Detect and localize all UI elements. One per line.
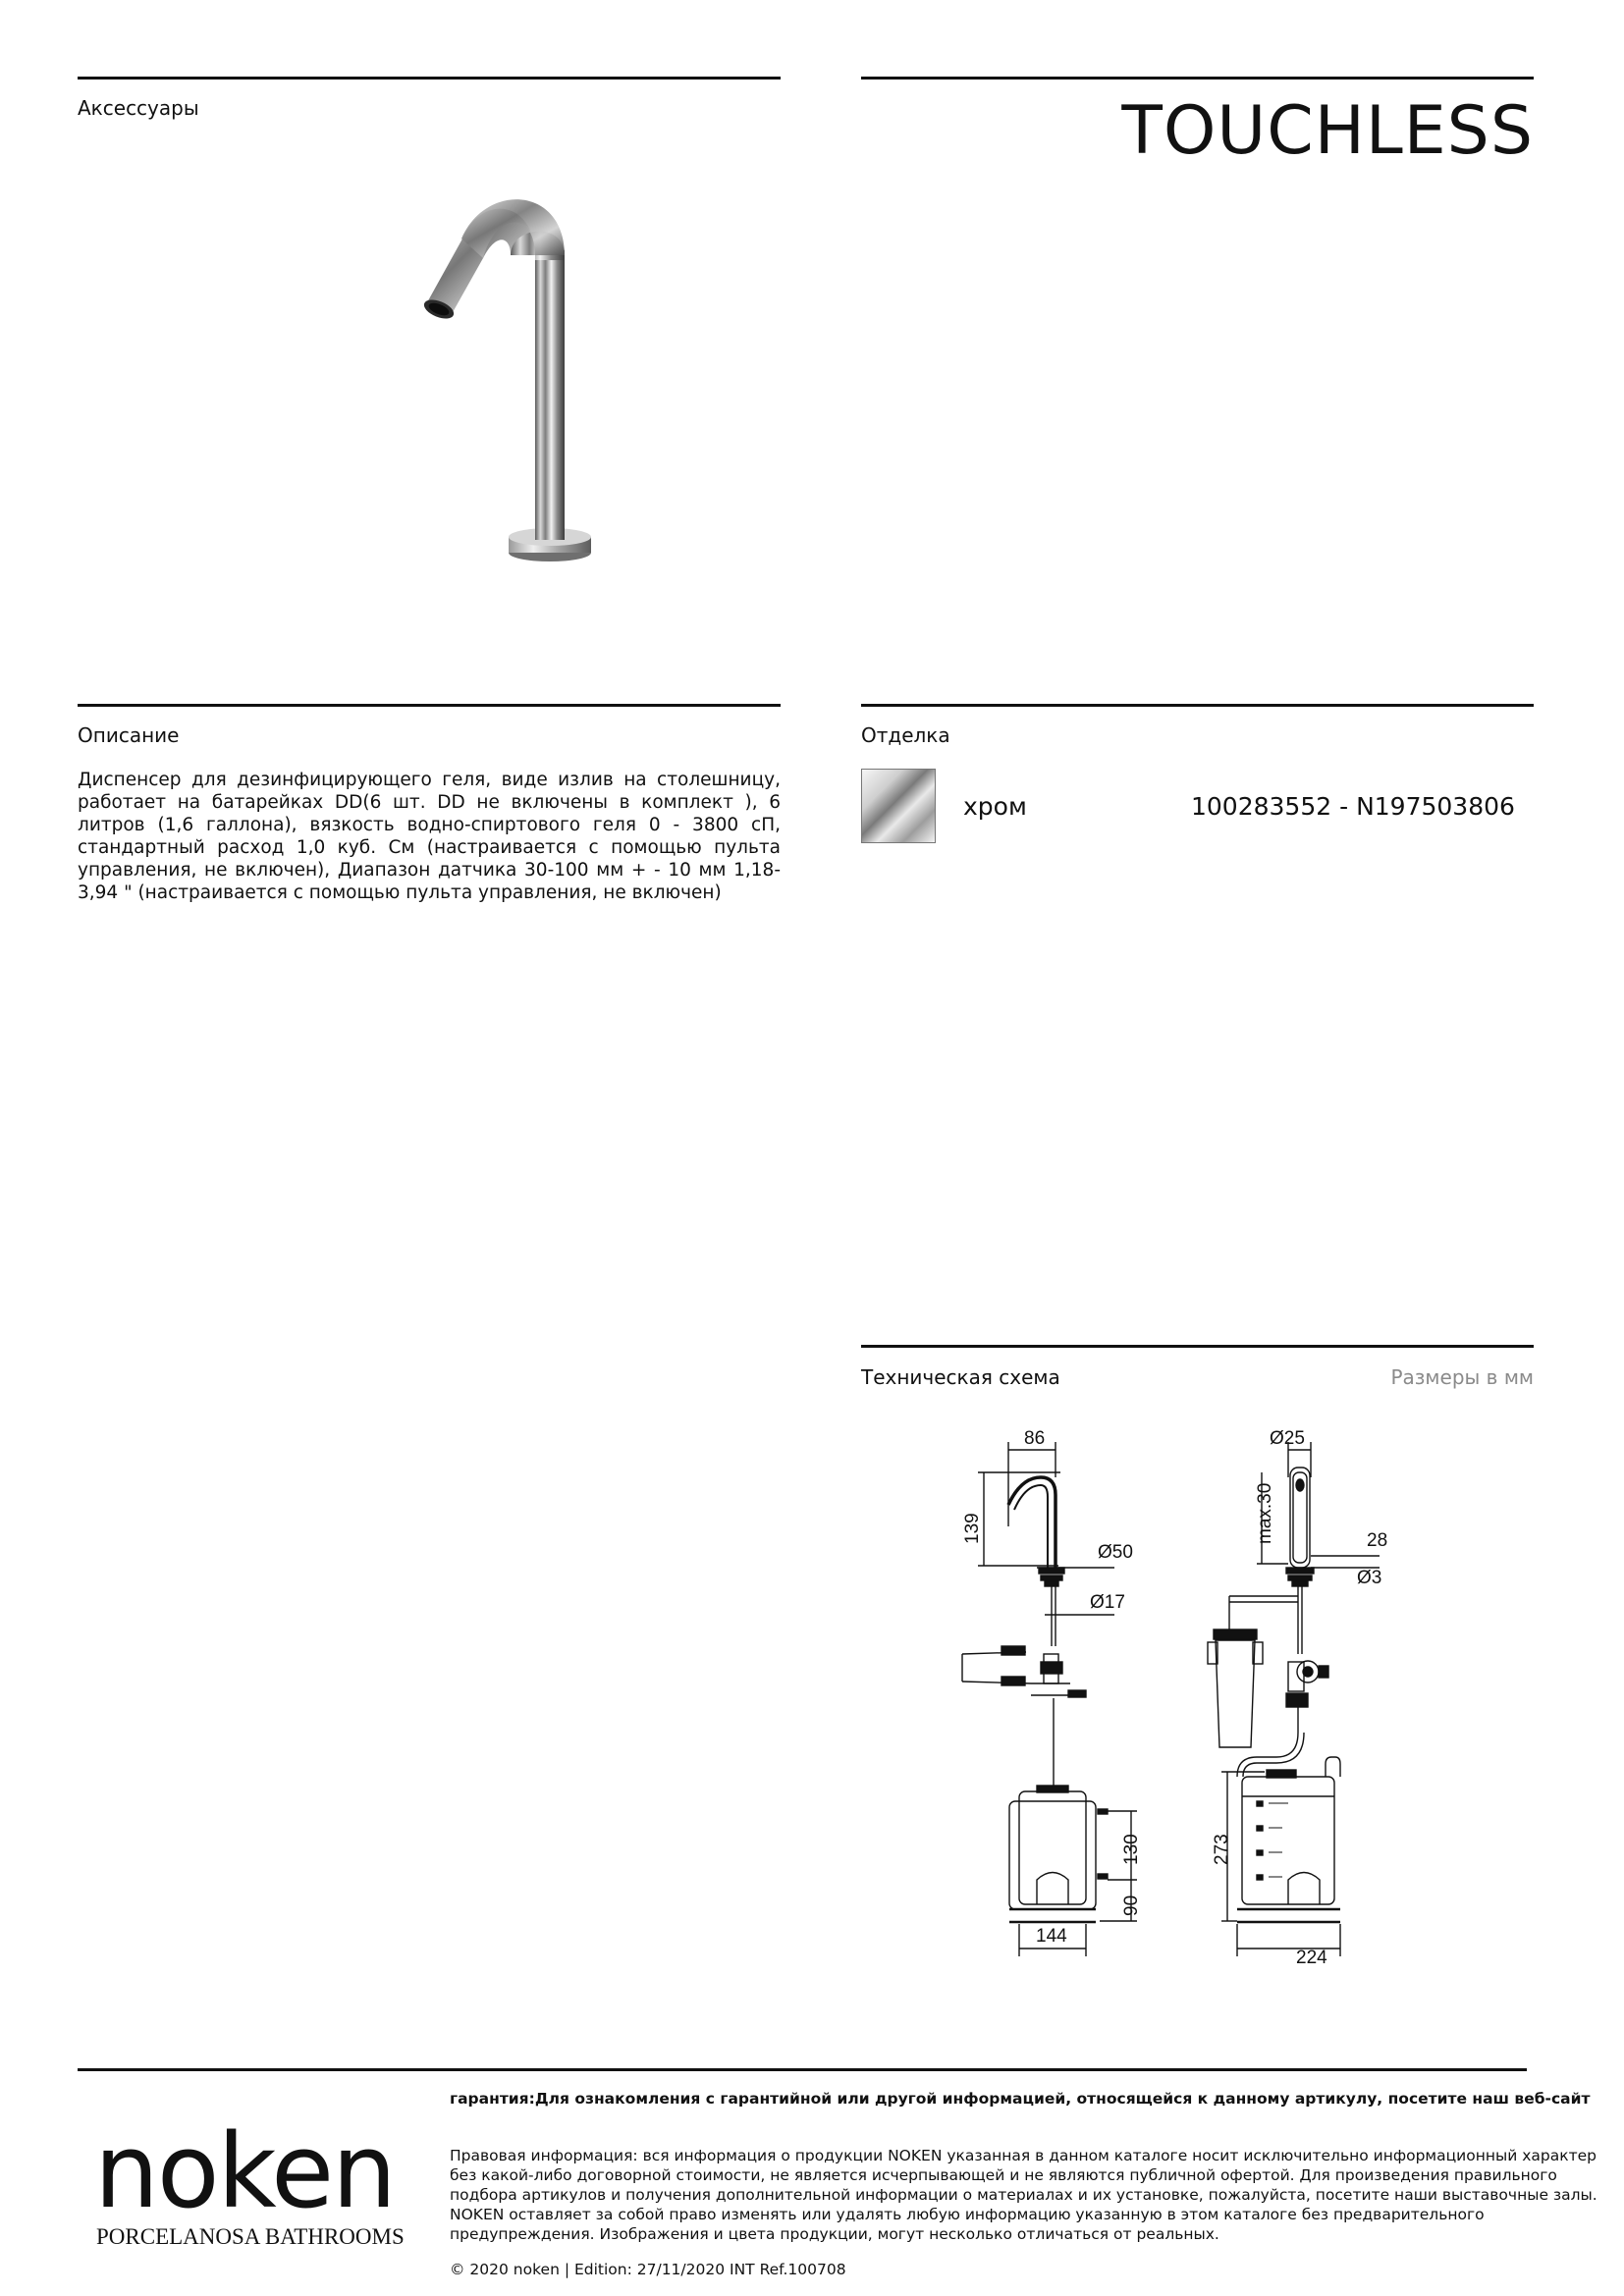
technical-drawing [943,1418,1414,1978]
dim-130: 130 [1121,1834,1142,1865]
dim-max30: max.30 [1255,1482,1275,1544]
category-label: Аксессуары [78,96,199,120]
dim-d3: Ø3 [1357,1568,1382,1588]
product-title: TOUCHLESS [1121,92,1534,170]
product-image [412,182,638,574]
footer-rule [78,2068,1527,2071]
finish-rule [861,704,1534,707]
units-label: Размеры в мм [1390,1365,1534,1389]
warranty-text: гарантия:Для ознакомления с гарантийной или другой информацией, относящейся к данному артикулу, посетите наш веб-сайт [450,2090,1591,2108]
brand-logo [94,2111,428,2250]
finish-name: хром [963,792,1027,821]
top-left-rule [78,77,781,80]
dim-86: 86 [1024,1428,1046,1449]
dim-d50: Ø50 [1098,1542,1133,1563]
dim-90: 90 [1121,1895,1142,1916]
finish-swatch [861,769,936,843]
dim-d17: Ø17 [1090,1592,1125,1613]
dim-144: 144 [1036,1926,1067,1947]
technical-rule [861,1345,1534,1348]
dim-d25: Ø25 [1270,1428,1305,1449]
description-rule [78,704,781,707]
dim-28: 28 [1367,1530,1388,1551]
legal-text: Правовая информация: вся информация о продукции NOKEN указанная в данном каталоге носит исключительно информационный характер без какой-либо договорной стоимости, не является исчерпывающей и не являются публичной офертой. Для произведения правильного подбора артикулов и получения дополнительной информации о материалах и их установке, пожалуйста, посетите наши выставочные залы. NOKEN оставляет за собой право изменять или удалять любую информацию указанную в этом каталоге без предварительного предупреждения. Изображения и цвета продукции, могут несколько отличаться от реальных. [450,2147,1597,2243]
finish-code: 100283552 - N197503806 [1191,792,1515,821]
top-right-rule [861,77,1534,80]
finish-label: Отделка [861,723,950,747]
edition-text: © 2020 noken | Edition: 27/11/2020 INT Ref.100708 [450,2261,846,2278]
dim-139: 139 [962,1513,983,1544]
description-label: Описание [78,723,180,747]
brand-subtitle: PORCELANOSA BATHROOMS [96,2224,405,2249]
brand-name: noken [94,2111,395,2231]
technical-label: Техническая схема [861,1365,1060,1389]
description-text: Диспенсер для дезинфицирующего геля, виде излив на столешницу, работает на батарейках DD(6 шт. DD не включены в комплект ), 6 литров (1,6 галлона), вязкость водно-спиртового геля 0 - 3800 сП, стандартный расход 1,0 куб. См (настраивается с помощью пульта управления, не включен), Диапазон датчика 30-100 мм + - 10 мм 1,18-3,94 " (настраивается с помощью пульта управления, не включен) [78,770,781,903]
dim-224: 224 [1296,1948,1327,1968]
dim-273: 273 [1212,1834,1232,1865]
